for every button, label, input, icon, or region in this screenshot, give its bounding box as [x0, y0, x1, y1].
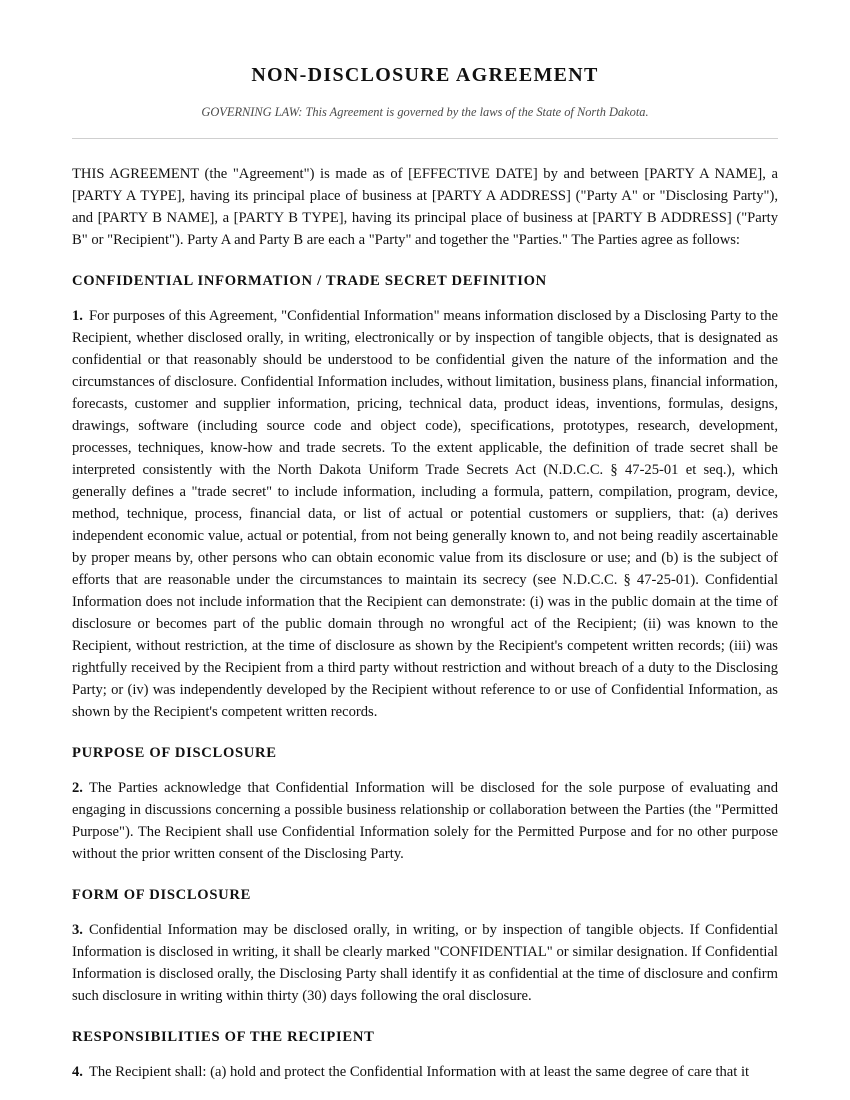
- clause-4: [72, 1061, 778, 1083]
- clause-number: 3.: [72, 922, 83, 938]
- clause-text: The Recipient shall: (a) hold and protect the Confidential Information with at least the same degree of care that it: [88, 1064, 750, 1080]
- clause-text: Confidential Information may be disclosed orally, in writing, or by inspection of tangible objects. If Confidential Information is disclosed in writing, it shall be clearly marked "CONFIDENTIAL" or similar designation. If Confidential Information is disclosed orally, the Disclosing Party shall identify it as confidential at the time of disclosure and confirm such disclosure in writing within thirty (30) days following the oral disclosure.: [72, 922, 778, 1004]
- section-heading-confidential-information: CONFIDENTIAL INFORMATION / TRADE SECRET DEFINITION: [72, 273, 547, 289]
- clause-2: [72, 777, 778, 865]
- document-page: [72, 0, 778, 1083]
- clause-text: The Parties acknowledge that Confidential Information will be disclosed for the sole purpose of evaluating and engaging in discussions concerning a possible business relationship or collaboration between the Parties (the "Permitted Purpose"). The Recipient shall use Confidential Information solely for the Permitted Purpose and for no other purpose without the prior written consent of the Disclosing Party.: [72, 780, 778, 862]
- governing-law-note: GOVERNING LAW: This Agreement is governed by the laws of the State of North Dakota.: [201, 105, 649, 119]
- clause-text: For purposes of this Agreement, "Confidential Information" means information disclosed by a Disclosing Party to the Recipient, whether disclosed orally, in writing, electronically or by inspection of tangible objects, that is designated as confidential or that reasonably should be understood to be confidential given the nature of the information and the circumstances of disclosure. Confidential Information includes, without limitation, business plans, financial information, forecasts, customer and supplier information, pricing, technical data, product ideas, inventions, formulas, designs, drawings, software (including source code and object code), specifications, prototypes, research, development, processes, techniques, know-how and trade secrets. To the extent applicable, the definition of trade secret shall be interpreted consistently with the North Dakota Uniform Trade Secrets Act (N.D.C.C. § 47-25-01 et seq.), which generally defines a "trade secret" to include information, including a formula, pattern, compilation, program, device, method, technique, process, financial data, or list of actual or potential customers or suppliers, that: (a) derives independent economic value, actual or potential, from not being generally known to, and not being readily ascertainable by proper means by, other persons who can obtain economic value from its disclosure or use; and (b) is the subject of efforts that are reasonable under the circumstances to maintain its secrecy (see N.D.C.C. § 47-25-01). Confidential Information does not include information that the Recipient can demonstrate: (i) was in the public domain at the time of disclosure or becomes part of the public domain through no wrongful act of the Recipient; (ii) was known to the Recipient, without restriction, at the time of disclosure as shown by the Recipient's competent written records; (iii) was rightfully received by the Recipient from a third party without restriction and without breach of a duty to the Disclosing Party; or (iv) was independently developed by the Recipient without reference to or use of Confidential Information, as shown by the Recipient's competent written records.: [72, 308, 778, 720]
- clause-3: [72, 919, 778, 1007]
- header-divider: [72, 138, 778, 139]
- clause-1: [72, 305, 778, 723]
- intro-paragraph: THIS AGREEMENT (the "Agreement") is made as of [EFFECTIVE DATE] by and between [PARTY A NAME], a [PARTY A TYPE], having its principal place of business at [PARTY A ADDRESS] ("Party A" or "Disclosing Party"), and [PARTY B NAME], a [PARTY B TYPE], having its principal place of business at [PARTY B ADDRESS] ("Party B" or "Recipient"). Party A and Party B are each a "Party" and together the "Parties." The Parties agree as follows:: [72, 166, 778, 248]
- section-heading-purpose-of-disclosure: PURPOSE OF DISCLOSURE: [72, 745, 277, 761]
- clause-number: 2.: [72, 780, 83, 796]
- section-heading-form-of-disclosure: FORM OF DISCLOSURE: [72, 887, 252, 903]
- document-title: NON-DISCLOSURE AGREEMENT: [251, 64, 599, 86]
- section-heading-responsibilities-of-recipient: RESPONSIBILITIES OF THE RECIPIENT: [72, 1029, 375, 1045]
- clause-number: 4.: [72, 1064, 83, 1080]
- clause-number: 1.: [72, 308, 83, 324]
